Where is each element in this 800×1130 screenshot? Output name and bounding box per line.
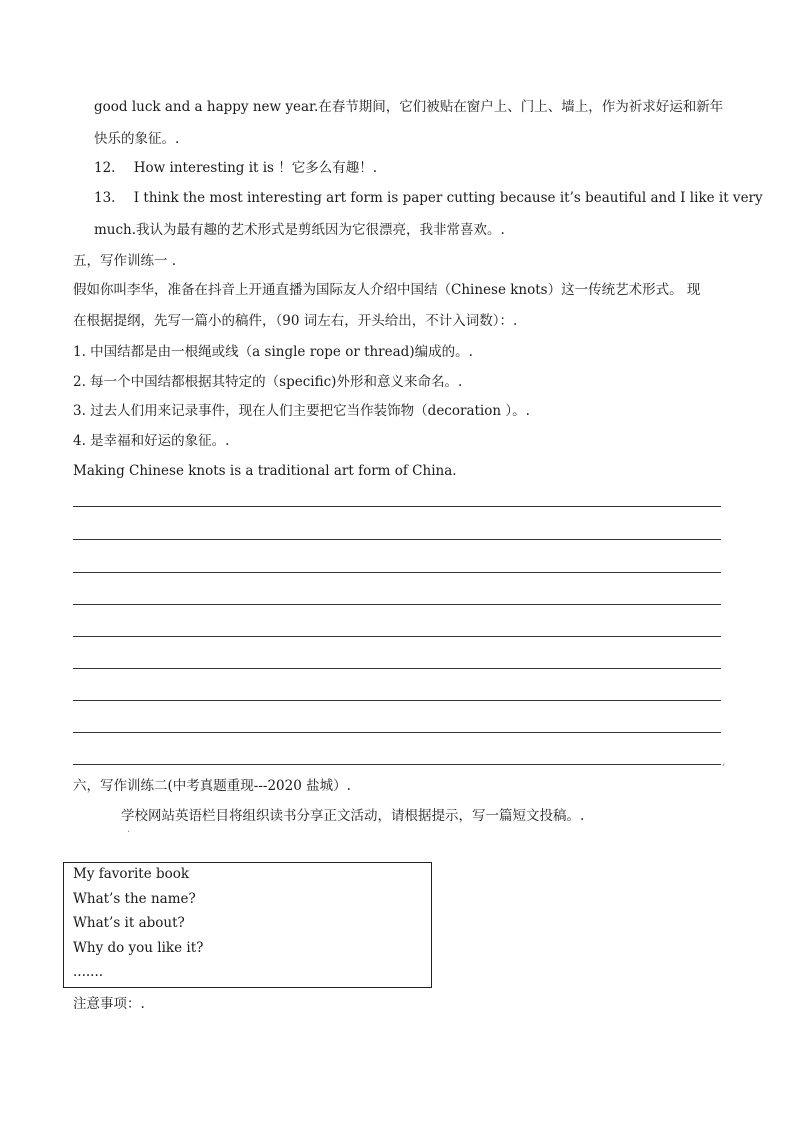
item-13-line1 — [94, 188, 763, 208]
writing-line[interactable] — [73, 539, 721, 540]
item-13-line2: much.我认为最有趣的艺术形式是剪纸因为它很漂亮，我非常喜欢。. — [94, 222, 505, 238]
end-mark: , — [722, 755, 726, 768]
notes-label: 注意事项：. — [73, 996, 145, 1012]
prompt-line: 在根据提纲，先写一篇小的稿件，（90 词左右，开头给出，不计入词数）：. — [73, 313, 518, 329]
box-line: My favorite book — [73, 866, 190, 882]
section-heading: 六，写作训练二(中考真题重现---2020 盐城）. — [73, 778, 351, 794]
box-line: What’s it about? — [73, 915, 185, 931]
outline-point: 3. 过去人们用来记录事件，现在人们主要把它当作装饰物（decoration ）。. — [73, 403, 530, 419]
box-line: Why do you like it? — [73, 940, 204, 956]
item-number: 13. — [94, 190, 116, 206]
outline-point: 4. 是幸福和好运的象征。. — [73, 433, 230, 449]
writing-line[interactable] — [73, 668, 721, 669]
outline-point: 1. 中国结都是由一根绳或线（a single rope or thread)编成的。. — [73, 344, 473, 360]
paragraph-line: 快乐的象征。. — [94, 131, 180, 147]
item-text: How interesting it is ！它多么有趣！. — [133, 160, 378, 176]
outline-box — [63, 862, 432, 988]
writing-line[interactable] — [73, 636, 721, 637]
item-number: 12. — [94, 160, 116, 176]
box-line: What’s the name? — [73, 891, 196, 907]
section-heading: 五，写作训练一 . — [73, 253, 177, 269]
writing-line[interactable] — [73, 700, 721, 701]
paragraph-line: good luck and a happy new year.在春节期间，它们被贴在窗户上、门上、墙上，作为祈求好运和新年 — [94, 99, 724, 115]
box-line: ....... — [73, 964, 104, 980]
writing-line[interactable] — [73, 506, 721, 507]
item-text: I think the most interesting art form is paper cutting because it’s beautiful and I like it very — [133, 190, 763, 206]
prompt-line: 假如你叫李华，准备在抖音上开通直播为国际友人介绍中国结（Chinese knots）这一传统艺术形式。 现 — [73, 282, 701, 298]
item-12 — [94, 158, 377, 178]
writing-line[interactable] — [73, 764, 721, 765]
writing-line[interactable] — [73, 604, 721, 605]
dot-mark: · — [127, 827, 131, 838]
writing-line[interactable] — [73, 732, 721, 733]
writing-line[interactable] — [73, 572, 721, 573]
outline-point: 2. 每一个中国结都根据其特定的（specific)外形和意义来命名。. — [73, 374, 463, 390]
section-intro: 学校网站英语栏目将组织读书分享正文活动，请根据提示，写一篇短文投稿。. — [121, 808, 585, 824]
opening-sentence: Making Chinese knots is a traditional art form of China. — [73, 463, 457, 479]
